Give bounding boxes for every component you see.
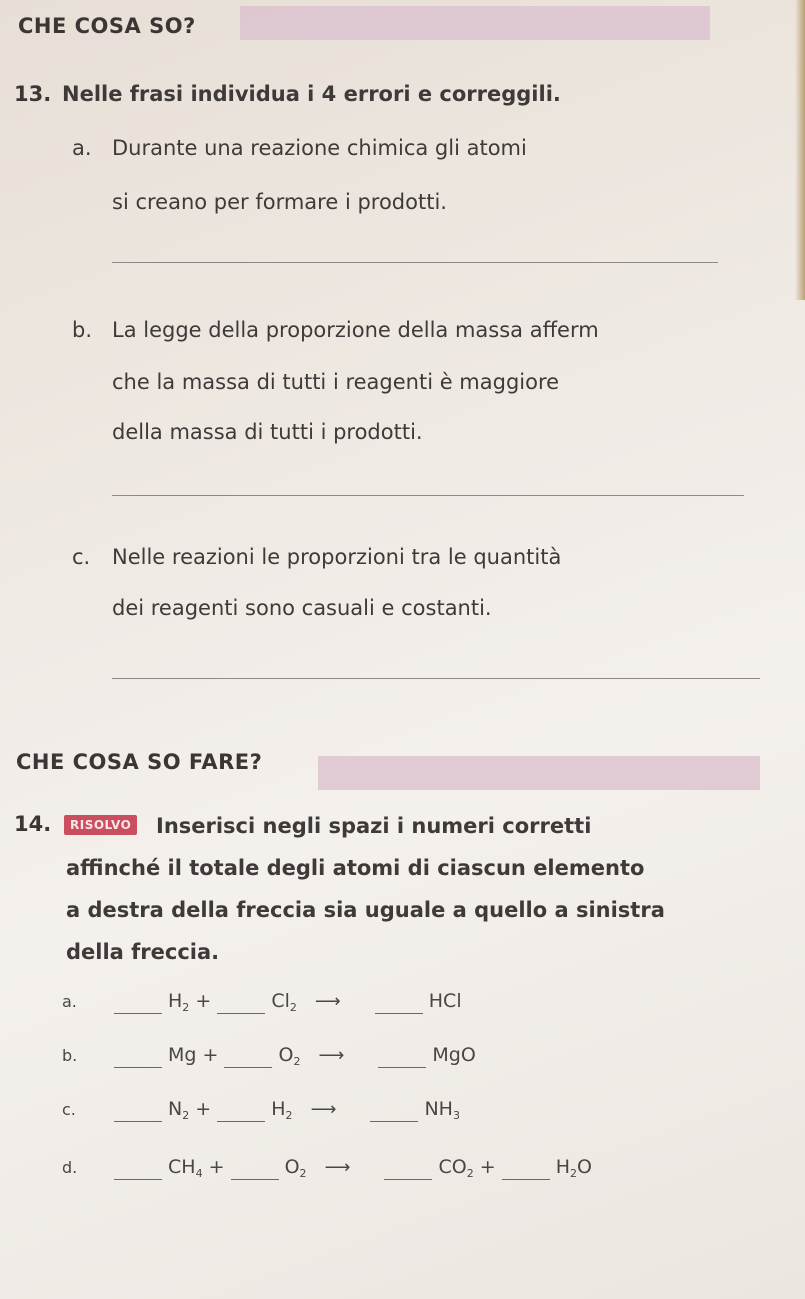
coefficient-blank[interactable] <box>375 995 423 1014</box>
product-1: NH <box>424 1098 453 1120</box>
product-1: MgO <box>432 1044 476 1066</box>
risolvo-badge: RISOLVO <box>64 815 137 835</box>
subscript: 2 <box>293 1055 301 1068</box>
equation-c <box>62 1098 460 1122</box>
reactant-1: CH <box>168 1156 196 1178</box>
item-b-line-1: La legge della proporzione della massa afferm <box>112 318 599 342</box>
reactant-2: Cl <box>271 990 290 1012</box>
section-title-know-how: CHE COSA SO FARE? <box>16 750 263 774</box>
plus-sign: + <box>202 1044 219 1066</box>
coefficient-blank[interactable] <box>370 1103 418 1122</box>
item-b-line-2: che la massa di tutti i reagenti è maggiore <box>112 370 560 394</box>
subscript: 4 <box>195 1167 203 1180</box>
coefficient-blank[interactable] <box>114 1049 162 1068</box>
item-b-label: b. <box>72 318 93 342</box>
plus-sign: + <box>479 1156 496 1178</box>
item-a-line-1: Durante una reazione chimica gli atomi <box>112 136 527 160</box>
exercise-14-line-2: affinché il totale degli atomi di ciascun elemento <box>66 856 645 880</box>
subscript: 3 <box>452 1109 460 1122</box>
reactant-2: O <box>278 1044 294 1066</box>
plus-sign: + <box>195 1098 212 1120</box>
arrow-icon: ⟶ <box>314 991 341 1012</box>
coefficient-blank[interactable] <box>378 1049 426 1068</box>
arrow-icon: ⟶ <box>324 1157 351 1178</box>
arrow-icon: ⟶ <box>310 1099 337 1120</box>
subscript: 2 <box>466 1167 474 1180</box>
reactant-2: H <box>271 1098 286 1120</box>
reactant-1: N <box>168 1098 183 1120</box>
section-title-know: CHE COSA SO? <box>18 14 196 38</box>
coefficient-blank[interactable] <box>231 1161 279 1180</box>
item-b-answer-line[interactable] <box>112 495 744 496</box>
plus-sign: + <box>208 1156 225 1178</box>
product-1: CO <box>438 1156 467 1178</box>
coefficient-blank[interactable] <box>114 1161 162 1180</box>
arrow-icon: ⟶ <box>318 1045 345 1066</box>
item-c-label: c. <box>72 545 91 569</box>
coefficient-blank[interactable] <box>114 995 162 1014</box>
item-c-line-2: dei reagenti sono casuali e costanti. <box>112 596 492 620</box>
equation-a <box>62 990 462 1014</box>
subscript: 2 <box>299 1167 307 1180</box>
equation-label: d. <box>62 1158 78 1177</box>
subscript: 2 <box>285 1109 293 1122</box>
section-header-bar-2 <box>318 756 760 790</box>
item-c-line-1: Nelle reazioni le proporzioni tra le quantità <box>112 545 562 569</box>
equation-label: c. <box>62 1100 76 1119</box>
coefficient-blank[interactable] <box>217 1103 265 1122</box>
coefficient-blank[interactable] <box>217 995 265 1014</box>
product-2-tail: O <box>577 1156 592 1178</box>
reactant-2: O <box>284 1156 300 1178</box>
reactant-1: H <box>168 990 183 1012</box>
exercise-14-line-3: a destra della freccia sia uguale a quello a sinistra <box>66 898 665 922</box>
item-a-answer-line[interactable] <box>112 262 718 263</box>
exercise-14-number: 14. <box>14 812 52 836</box>
item-b-line-3: della massa di tutti i prodotti. <box>112 420 423 444</box>
exercise-14-line-1: Inserisci negli spazi i numeri corretti <box>156 814 592 838</box>
product-1: HCl <box>428 990 462 1012</box>
coefficient-blank[interactable] <box>224 1049 272 1068</box>
product-2: H <box>555 1156 570 1178</box>
subscript: 2 <box>289 1001 297 1014</box>
item-a-line-2: si creano per formare i prodotti. <box>112 190 447 214</box>
exercise-13-number: 13. <box>14 82 52 106</box>
equation-label: b. <box>62 1046 78 1065</box>
plus-sign: + <box>195 990 212 1012</box>
section-header-bar <box>240 6 710 40</box>
exercise-14-line-4: della freccia. <box>66 940 220 964</box>
item-a-label: a. <box>72 136 92 160</box>
page-edge-shadow <box>795 0 805 300</box>
equation-label: a. <box>62 992 77 1011</box>
coefficient-blank[interactable] <box>114 1103 162 1122</box>
coefficient-blank[interactable] <box>502 1161 550 1180</box>
subscript: 2 <box>182 1109 190 1122</box>
item-c-answer-line[interactable] <box>112 678 760 679</box>
subscript: 2 <box>182 1001 190 1014</box>
equation-d <box>62 1156 592 1180</box>
coefficient-blank[interactable] <box>384 1161 432 1180</box>
reactant-1: Mg <box>168 1044 197 1066</box>
subscript: 2 <box>570 1167 577 1180</box>
equation-b <box>62 1044 476 1068</box>
exercise-13-instruction: Nelle frasi individua i 4 errori e correggili. <box>62 82 561 106</box>
